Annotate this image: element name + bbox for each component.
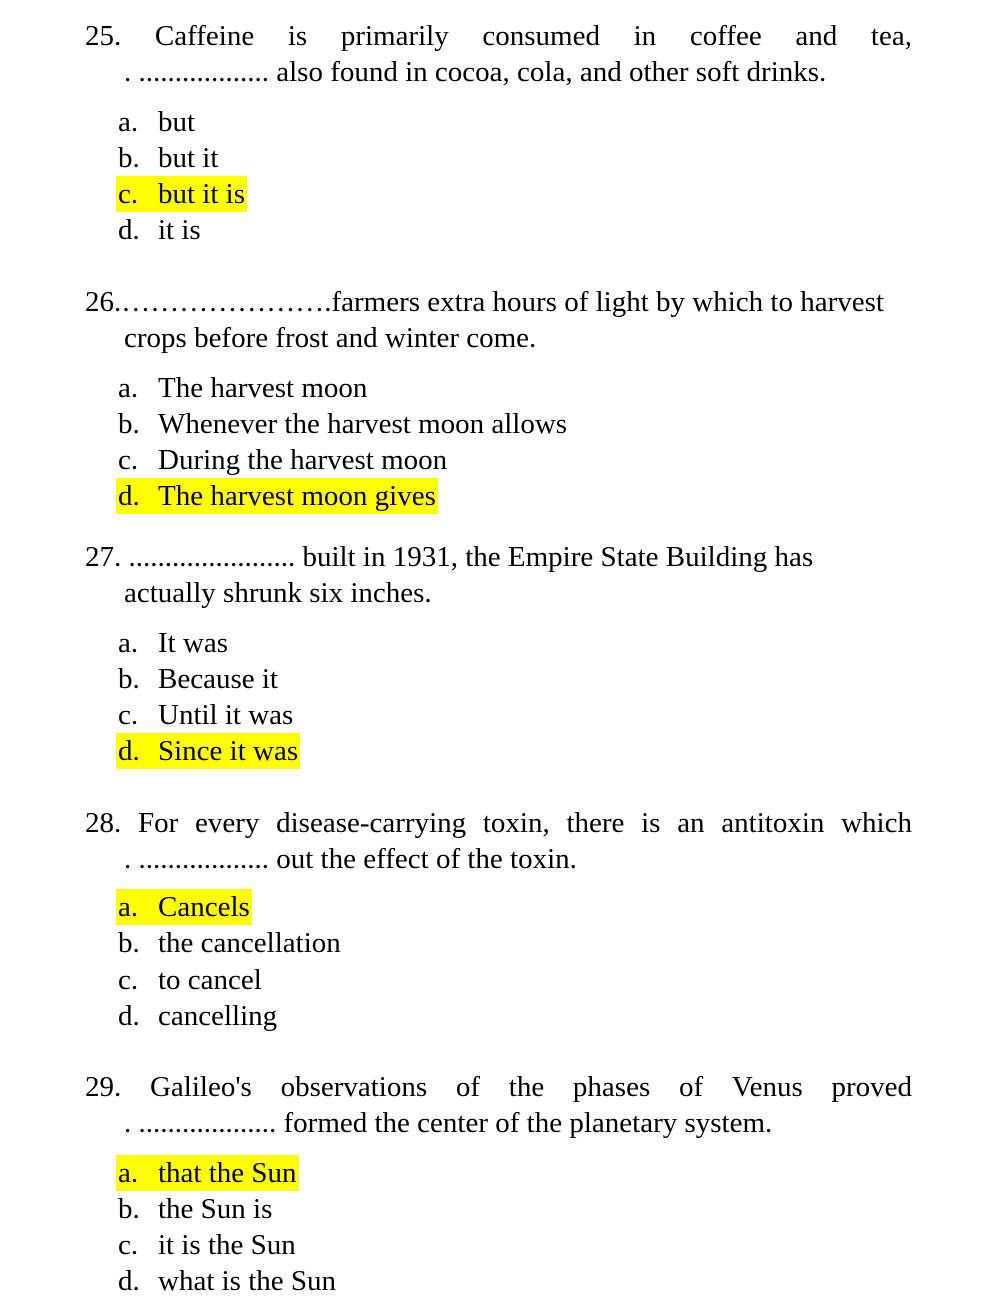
option-text: but it [158, 142, 219, 174]
option-text: Whenever the harvest moon allows [158, 408, 568, 440]
option-letter: b. [118, 663, 140, 695]
question-26-line-1: 26.………………….farmers extra hours of light by which to harvest [85, 286, 884, 318]
question-28-option-c[interactable] [116, 962, 264, 998]
question-27-option-c[interactable] [116, 697, 295, 733]
option-letter: b. [118, 927, 140, 959]
word: is [287, 20, 308, 52]
option-letter: c. [118, 699, 139, 731]
word: which [841, 807, 912, 839]
option-text: but [158, 106, 196, 138]
option-letter: a. [118, 1157, 139, 1189]
question-25-option-c[interactable] [116, 176, 247, 212]
question-27-line-2: actually shrunk six inches. [124, 577, 432, 609]
word: For [137, 807, 179, 839]
option-text: it is [158, 214, 201, 246]
option-text: During the harvest moon [158, 444, 448, 476]
question-26-line-2: crops before frost and winter come. [124, 322, 537, 354]
question-25-option-a[interactable] [116, 104, 197, 140]
question-29-option-a[interactable] [116, 1155, 299, 1191]
word: an [677, 807, 705, 839]
word: of [678, 1071, 704, 1103]
option-letter: a. [118, 891, 139, 923]
word: Venus [731, 1071, 803, 1103]
option-letter: c. [118, 444, 139, 476]
option-text: but it is [158, 178, 246, 210]
option-text: Cancels [158, 891, 250, 923]
word: coffee [689, 20, 762, 52]
option-letter: d. [118, 214, 140, 246]
option-text: the Sun is [158, 1193, 273, 1225]
question-28-line-2: . .................. out the effect of the toxin. [124, 843, 577, 875]
word: phases [572, 1071, 651, 1103]
question-29-option-b[interactable] [116, 1191, 274, 1227]
option-letter: b. [118, 408, 140, 440]
word: in [633, 20, 657, 52]
word: and [795, 20, 838, 52]
word: the [508, 1071, 545, 1103]
word: toxin, [482, 807, 550, 839]
option-letter: d. [118, 1000, 140, 1032]
option-letter: b. [118, 142, 140, 174]
question-29-line-2: . ................... formed the center of the planetary system. [124, 1107, 773, 1139]
word: 28. [85, 807, 122, 839]
question-29-line-1 [85, 1069, 912, 1105]
option-text: that the Sun [158, 1157, 297, 1189]
option-text: to cancel [158, 964, 262, 996]
word: consumed [482, 20, 600, 52]
word: antitoxin [721, 807, 825, 839]
option-text: The harvest moon [158, 372, 368, 404]
option-text: the cancellation [158, 927, 341, 959]
word: proved [831, 1071, 912, 1103]
option-letter: c. [118, 178, 139, 210]
question-25-line-2: . .................. also found in cocoa, cola, and other soft drinks. [124, 56, 827, 88]
word: tea, [870, 20, 912, 52]
question-29-option-c[interactable] [116, 1227, 298, 1263]
question-28-line-1 [85, 805, 912, 841]
option-letter: b. [118, 1193, 140, 1225]
option-text: what is the Sun [158, 1265, 337, 1297]
option-letter: a. [118, 106, 139, 138]
option-letter: a. [118, 627, 139, 659]
option-text: Until it was [158, 699, 294, 731]
word: every [194, 807, 260, 839]
question-28-option-b[interactable] [116, 925, 343, 961]
word: 29. [85, 1071, 122, 1103]
question-26-option-d[interactable] [116, 478, 438, 514]
word: 25. [85, 20, 122, 52]
question-27-option-a[interactable] [116, 625, 230, 661]
word: is [641, 807, 661, 839]
option-letter: c. [118, 1229, 139, 1261]
option-text: The harvest moon gives [158, 480, 436, 512]
question-28-option-a[interactable] [116, 889, 252, 925]
option-letter: d. [118, 735, 140, 767]
question-26-option-c[interactable] [116, 442, 449, 478]
question-25-option-b[interactable] [116, 140, 220, 176]
option-text: cancelling [158, 1000, 278, 1032]
option-letter: c. [118, 964, 139, 996]
word: there [566, 807, 625, 839]
question-25-option-d[interactable] [116, 212, 203, 248]
option-text: It was [158, 627, 229, 659]
word: of [455, 1071, 481, 1103]
question-26-option-b[interactable] [116, 406, 569, 442]
option-text: Because it [158, 663, 278, 695]
option-letter: d. [118, 1265, 140, 1297]
question-29-option-d[interactable] [116, 1263, 338, 1299]
word: Caffeine [154, 20, 255, 52]
word: Galileo's [149, 1071, 252, 1103]
word: observations [280, 1071, 428, 1103]
question-25-line-1 [85, 18, 912, 54]
option-text: it is the Sun [158, 1229, 296, 1261]
question-27-option-b[interactable] [116, 661, 280, 697]
question-28-option-d[interactable] [116, 998, 279, 1034]
question-26-option-a[interactable] [116, 370, 369, 406]
word: primarily [340, 20, 449, 52]
option-letter: a. [118, 372, 139, 404]
word: disease-carrying [276, 807, 467, 839]
question-27-option-d[interactable] [116, 733, 300, 769]
question-27-line-1: 27. ....................... built in 1931, the Empire State Building has [85, 541, 814, 573]
option-letter: d. [118, 480, 140, 512]
option-text: Since it was [158, 735, 299, 767]
